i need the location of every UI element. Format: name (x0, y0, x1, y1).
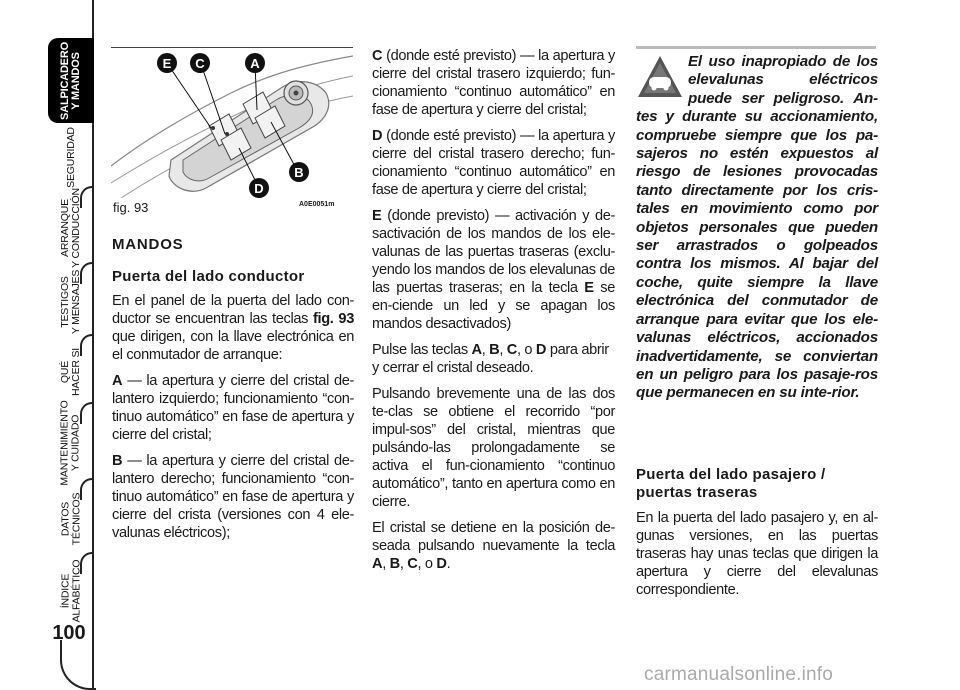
key-letter: D (372, 128, 383, 144)
subheading-driver-door: Puerta del lado conductor (112, 268, 305, 285)
text: En el panel de la puerta del lado con-ductor se encuentran las teclas (112, 293, 354, 327)
warning-icon (636, 53, 688, 105)
warning-rule (636, 46, 876, 49)
key-letter: B (389, 556, 400, 572)
column-1 (112, 236, 354, 550)
press-paragraph: Pulse las teclas A, B, C, o D para abrir y cerrar el cristal deseado. (372, 342, 609, 376)
label-d: D (254, 181, 264, 196)
text: (donde esté previsto) — la apertura y cierre del cristal trasero izquierdo; fun-cionamiento “continuo automático” en fase de apertura y cierre del cristal; (372, 48, 615, 118)
subheading-passenger-door: Puerta del lado pasajero / puertas traseras (636, 466, 826, 501)
brief-paragraph: Pulsando brevemente una de las dos te-clas se obtiene el recorrido “por impul-sos” del cristal, mientras que pulsándo-las prolongadamente se activa el fun-cionamiento “continuo automático”, tanto en apertura como en cierre. (372, 386, 615, 510)
item-a (112, 372, 354, 444)
item-c (372, 47, 615, 119)
text: — la apertura y cierre del cristal de-lantero derecho; funcionamiento “con-tinuo automático” en fase de apertura y cierre del crista (versiones con 4 ele-valunas eléctricos); (112, 453, 354, 541)
text: (donde esté previsto) — la apertura y cierre del cristal trasero derecho; fun-cionamiento “continuo automático” en fase de apertura y cierre del cristal; (372, 128, 615, 198)
tab-label: DATOS TÉCNICOS (59, 492, 82, 546)
key-letter: D (436, 556, 447, 572)
tab-datos[interactable] (50, 484, 92, 554)
item-e (372, 207, 615, 333)
watermark: carmanualsonline.info (644, 664, 834, 685)
text: o (424, 556, 433, 572)
label-a: A (250, 56, 260, 71)
tab-que-hacer[interactable] (50, 340, 92, 404)
column-2 (372, 47, 615, 581)
text: para abrir y cerrar el cristal deseado. (372, 342, 609, 376)
figure-reference: fig. 93 (313, 311, 354, 327)
item-b (112, 452, 354, 542)
tab-arranque[interactable] (50, 188, 92, 268)
page-corner (60, 640, 96, 690)
tab-label: SALPICADERO Y MANDOS (59, 41, 82, 120)
key-letter: A (112, 373, 123, 389)
tab-indice[interactable] (50, 558, 92, 624)
tab-testigos[interactable] (50, 268, 92, 336)
label-c: C (195, 56, 205, 71)
text: se en-ciende un led y se apagan los mandos desactivados) (372, 280, 615, 332)
tab-salpicadero[interactable] (48, 38, 94, 123)
label-e: E (162, 56, 172, 71)
stop-paragraph: El cristal se detiene en la posición de-seada pulsando nuevamente la tecla A, B, C, o D. (372, 520, 615, 572)
door-panel-illustration (111, 48, 353, 198)
tab-label: ÍNDICE ALFABÉTICO (59, 559, 82, 623)
key-letter: E (584, 280, 594, 296)
tab-label: TESTIGOS Y MENSAJES (59, 269, 83, 335)
key-letter: C (407, 556, 418, 572)
text: El cristal se detiene en la posición de-seada pulsando nuevamente la tecla (372, 520, 615, 554)
key-letter: E (372, 208, 382, 224)
item-d (372, 127, 615, 199)
tab-label: MANTENIMIENTO Y CUIDADO (59, 400, 83, 486)
key-letter: B (112, 453, 123, 469)
tab-label: SEGURIDAD (64, 126, 77, 188)
text: o (524, 342, 533, 358)
tab-seguridad[interactable] (50, 126, 92, 188)
tab-label: ARRANQUE Y CONDUCCIÓN (59, 188, 83, 268)
text: que dirigen, con la llave electrónica en el conmutador de arranque: (112, 329, 354, 363)
text: — la apertura y cierre del cristal de-lantero izquierdo; funcionamiento “con-tinuo automático” en fase de apertura y cierre del cristal; (112, 373, 354, 443)
warning-text: El uso inapropiado de los elevalunas eléctricos puede ser peligroso. An-tes y durante su accionamiento, compruebe siempre que los pa-sajeros no estén expuestos al riesgo de lesiones provocadas tanto directamente por los cris-tales en movimiento como por objetos personales que pueden ser arrastrados o golpeados contra los mismos. Al bajar del coche, quite siempre la llave electrónica del conmutador de arranque para evitar que los ele-valunas eléctricos, accionados inadvertidamente, se conviertan en un peligro para los pasaje-ros que permanecen en su inte-rior. (636, 53, 878, 402)
key-letter: C (506, 342, 517, 358)
page-number: 100 (52, 622, 86, 644)
key-letter: A (471, 342, 482, 358)
label-b: B (294, 165, 304, 180)
passenger-paragraph: En la puerta del lado pasajero y, en al-gunas versiones, en las puertas traseras hay unas teclas que dirigen la apertura y cierre del elevalunas correspondiente. (636, 510, 878, 598)
text: (donde previsto) — activación y de-sactivación de los mandos de los ele-valunas de las puertas traseras (exclu-yendo los mandos de los elevalunas de las puertas traseras; en la tecla (372, 208, 615, 296)
key-letter: A (372, 556, 383, 572)
key-letter: D (535, 342, 547, 358)
figure-code: A0E0051m (299, 201, 335, 208)
figure-caption: fig. 93 (113, 200, 149, 215)
tab-label: QUÉ HACER SI (59, 348, 82, 396)
text: Pulse las teclas (372, 342, 468, 358)
key-letter: C (372, 48, 383, 64)
tab-mantenimiento[interactable] (50, 400, 92, 486)
figure-93 (111, 47, 353, 198)
warning-box (636, 53, 878, 403)
intro-paragraph (112, 292, 354, 364)
section-heading: MANDOS (112, 236, 184, 253)
key-letter: B (489, 342, 500, 358)
